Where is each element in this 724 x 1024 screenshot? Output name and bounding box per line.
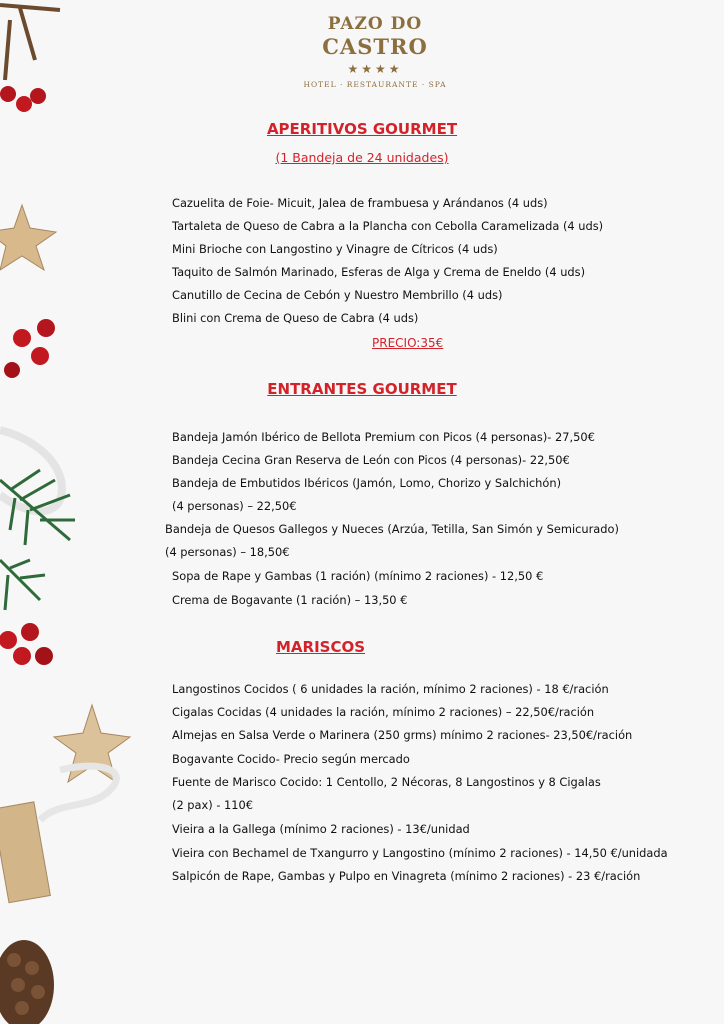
menu-item: Blini con Crema de Queso de Cabra (4 uds) xyxy=(172,311,419,325)
price-aperitivos: PRECIO:35€ xyxy=(372,336,444,350)
berries-icon xyxy=(0,623,53,665)
berries-icon xyxy=(0,86,46,112)
menu-item: Crema de Bogavante (1 ración) – 13,50 € xyxy=(172,593,408,607)
menu-item: Tartaleta de Queso de Cabra a la Plancha con Cebolla Caramelizada (4 uds) xyxy=(172,219,604,233)
menu-item: Vieira a la Gallega (mínimo 2 raciones) - 13€/unidad xyxy=(172,822,470,836)
ribbon-icon xyxy=(0,430,62,511)
section-subtitle-aperitivos: (1 Bandeja de 24 unidades) xyxy=(275,150,449,165)
logo-subtitle: HOTEL · RESTAURANTE · SPA xyxy=(303,80,447,89)
menu-item: Vieira con Bechamel de Txangurro y Langostino (mínimo 2 raciones) - 14,50 €/unidada xyxy=(172,846,668,860)
logo-line-2: CASTRO xyxy=(322,34,428,59)
menu-item: Canutillo de Cecina de Cebón y Nuestro Membrillo (4 uds) xyxy=(172,288,503,302)
branch-icon xyxy=(0,5,60,80)
menu-item: Taquito de Salmón Marinado, Esferas de Alga y Crema de Eneldo (4 uds) xyxy=(172,265,586,279)
section-title-mariscos: MARISCOS xyxy=(276,638,366,656)
section-title-entrantes: ENTRANTES GOURMET xyxy=(267,380,457,398)
menu-item: Bogavante Cocido- Precio según mercado xyxy=(172,752,410,766)
menu-item: Fuente de Marisco Cocido: 1 Centollo, 2 Nécoras, 8 Langostinos y 8 Cigalas xyxy=(172,775,601,789)
section-title-aperitivos: APERITIVOS GOURMET xyxy=(266,120,458,138)
menu-item: (4 personas) – 22,50€ xyxy=(172,499,297,513)
menu-item: Bandeja de Embutidos Ibéricos (Jamón, Lomo, Chorizo y Salchichón) xyxy=(172,476,562,490)
star-ornament-icon xyxy=(0,205,56,270)
menu-item: (4 personas) – 18,50€ xyxy=(165,545,290,559)
menu-item: Bandeja Jamón Ibérico de Bellota Premium con Picos (4 personas)- 27,50€ xyxy=(172,430,595,444)
menu-item: Langostinos Cocidos ( 6 unidades la ración, mínimo 2 raciones) - 18 €/ración xyxy=(172,682,609,696)
rating-stars: ★★★★ xyxy=(347,62,403,76)
hotel-logo xyxy=(290,12,460,94)
berries-icon xyxy=(4,319,55,378)
menu-item: Almejas en Salsa Verde o Marinera (250 grms) mínimo 2 raciones- 23,50€/ración xyxy=(172,728,633,742)
pinecone-icon xyxy=(0,940,54,1024)
menu-item: Cigalas Cocidas (4 unidades la ración, mínimo 2 raciones) – 22,50€/ración xyxy=(172,705,595,719)
logo-line-1: PAZO DO xyxy=(327,14,423,34)
menu-item: (2 pax) - 110€ xyxy=(172,798,254,812)
menu-item: Bandeja Cecina Gran Reserva de León con Picos (4 personas)- 22,50€ xyxy=(172,453,570,467)
menu-item: Sopa de Rape y Gambas (1 ración) (mínimo 2 raciones) - 12,50 € xyxy=(172,569,544,583)
menu-item: Bandeja de Quesos Gallegos y Nueces (Arzúa, Tetilla, San Simón y Semicurado) xyxy=(165,522,619,536)
menu-item: Mini Brioche con Langostino y Vinagre de Cítricos (4 uds) xyxy=(172,242,498,256)
menu-item: Cazuelita de Foie- Micuit, Jalea de frambuesa y Arándanos (4 uds) xyxy=(172,196,548,210)
menu-item: Salpicón de Rape, Gambas y Pulpo en Vinagreta (mínimo 2 raciones) - 23 €/ración xyxy=(172,869,641,883)
